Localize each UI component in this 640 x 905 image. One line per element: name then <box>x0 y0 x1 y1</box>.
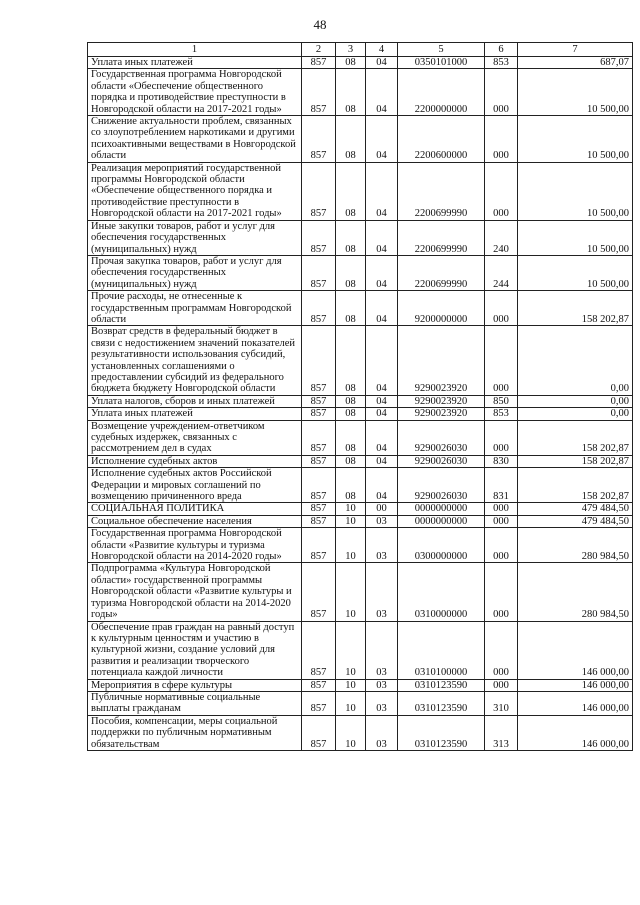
target-article-cell: 0300000000 <box>398 528 485 563</box>
expense-type-cell: 313 <box>485 715 518 750</box>
row-name-cell: Мероприятия в сфере культуры <box>88 679 302 691</box>
expense-type-cell: 000 <box>485 116 518 163</box>
row-name-cell: Прочие расходы, не отнесенные к государственным программам Новгородской области <box>88 291 302 326</box>
amount-cell: 0,00 <box>518 326 633 395</box>
subsection-code-cell: 04 <box>366 162 398 220</box>
table-row <box>88 408 633 420</box>
ministry-code-cell: 857 <box>302 162 336 220</box>
expense-type-cell: 000 <box>485 326 518 395</box>
subsection-code-cell: 00 <box>366 503 398 515</box>
target-article-cell: 0000000000 <box>398 503 485 515</box>
expense-type-cell: 831 <box>485 468 518 503</box>
subsection-code-cell: 04 <box>366 455 398 467</box>
section-code-cell: 08 <box>336 408 366 420</box>
section-code-cell: 08 <box>336 420 366 455</box>
ministry-code-cell: 857 <box>302 69 336 116</box>
amount-cell: 158 202,87 <box>518 420 633 455</box>
expense-type-cell: 000 <box>485 420 518 455</box>
ministry-code-cell: 857 <box>302 455 336 467</box>
row-name-cell: Возврат средств в федеральный бюджет в связи с недостижением значений показателей результативности использования субсидий, установленных соглашениями о предоставлении субсидий из федерального бюджета бюджету Новгородской области <box>88 326 302 395</box>
table-row <box>88 162 633 220</box>
target-article-cell: 0350101000 <box>398 57 485 69</box>
target-article-cell: 2200600000 <box>398 116 485 163</box>
table-row <box>88 468 633 503</box>
section-code-cell: 10 <box>336 679 366 691</box>
subsection-code-cell: 04 <box>366 69 398 116</box>
row-name-cell: Уплата иных платежей <box>88 408 302 420</box>
row-name-cell: Социальное обеспечение населения <box>88 515 302 527</box>
subsection-code-cell: 04 <box>366 326 398 395</box>
amount-cell: 146 000,00 <box>518 691 633 715</box>
row-name-cell: Возмещение учреждением-ответчиком судебных издержек, связанных с рассмотрением дел в судах <box>88 420 302 455</box>
target-article-cell: 2200699990 <box>398 220 485 255</box>
amount-cell: 0,00 <box>518 395 633 407</box>
ministry-code-cell: 857 <box>302 326 336 395</box>
ministry-code-cell: 857 <box>302 621 336 679</box>
subsection-code-cell: 03 <box>366 691 398 715</box>
section-code-cell: 08 <box>336 116 366 163</box>
subsection-code-cell: 03 <box>366 621 398 679</box>
ministry-code-cell: 857 <box>302 715 336 750</box>
ministry-code-cell: 857 <box>302 255 336 290</box>
table-row <box>88 715 633 750</box>
column-header: 3 <box>336 43 366 57</box>
row-name-cell: Иные закупки товаров, работ и услуг для обеспечения государственных (муниципальных) нужд <box>88 220 302 255</box>
section-code-cell: 08 <box>336 220 366 255</box>
target-article-cell: 0000000000 <box>398 515 485 527</box>
row-name-cell: Исполнение судебных актов Российской Федерации и мировых соглашений по возмещению причиненного вреда <box>88 468 302 503</box>
target-article-cell: 0310100000 <box>398 621 485 679</box>
table-row <box>88 326 633 395</box>
ministry-code-cell: 857 <box>302 503 336 515</box>
target-article-cell: 0310000000 <box>398 563 485 621</box>
expense-type-cell: 000 <box>485 679 518 691</box>
subsection-code-cell: 04 <box>366 255 398 290</box>
amount-cell: 10 500,00 <box>518 69 633 116</box>
target-article-cell: 2200699990 <box>398 255 485 290</box>
amount-cell: 10 500,00 <box>518 116 633 163</box>
row-name-cell: Обеспечение прав граждан на равный доступ к культурным ценностям и участию в культурной жизни, создание условий для развития и реализации творческого потенциала каждой личности <box>88 621 302 679</box>
amount-cell: 146 000,00 <box>518 621 633 679</box>
section-code-cell: 10 <box>336 715 366 750</box>
ministry-code-cell: 857 <box>302 679 336 691</box>
section-code-cell: 10 <box>336 528 366 563</box>
amount-cell: 10 500,00 <box>518 220 633 255</box>
subsection-code-cell: 04 <box>366 468 398 503</box>
subsection-code-cell: 04 <box>366 408 398 420</box>
section-code-cell: 10 <box>336 515 366 527</box>
amount-cell: 158 202,87 <box>518 291 633 326</box>
amount-cell: 158 202,87 <box>518 455 633 467</box>
budget-table <box>87 42 633 751</box>
amount-cell: 479 484,50 <box>518 515 633 527</box>
target-article-cell: 0310123590 <box>398 679 485 691</box>
amount-cell: 280 984,50 <box>518 528 633 563</box>
row-name-cell: Уплата налогов, сборов и иных платежей <box>88 395 302 407</box>
row-name-cell: Прочая закупка товаров, работ и услуг для обеспечения государственных (муниципальных) нужд <box>88 255 302 290</box>
subsection-code-cell: 03 <box>366 679 398 691</box>
row-name-cell: Реализация мероприятий государственной программы Новгородской области «Обеспечение общественного порядка и противодействие преступности в Новгородской области на 2017-2021 годы» <box>88 162 302 220</box>
table-row <box>88 455 633 467</box>
amount-cell: 146 000,00 <box>518 679 633 691</box>
ministry-code-cell: 857 <box>302 408 336 420</box>
table-row <box>88 621 633 679</box>
column-header: 4 <box>366 43 398 57</box>
amount-cell: 10 500,00 <box>518 255 633 290</box>
ministry-code-cell: 857 <box>302 515 336 527</box>
ministry-code-cell: 857 <box>302 57 336 69</box>
expense-type-cell: 310 <box>485 691 518 715</box>
amount-cell: 479 484,50 <box>518 503 633 515</box>
expense-type-cell: 830 <box>485 455 518 467</box>
ministry-code-cell: 857 <box>302 528 336 563</box>
expense-type-cell: 244 <box>485 255 518 290</box>
section-code-cell: 08 <box>336 455 366 467</box>
expense-type-cell: 000 <box>485 528 518 563</box>
ministry-code-cell: 857 <box>302 395 336 407</box>
expense-type-cell: 000 <box>485 563 518 621</box>
table-row <box>88 679 633 691</box>
subsection-code-cell: 04 <box>366 395 398 407</box>
table-row <box>88 69 633 116</box>
target-article-cell: 9200000000 <box>398 291 485 326</box>
table-row <box>88 515 633 527</box>
expense-type-cell: 000 <box>485 291 518 326</box>
amount-cell: 687,07 <box>518 57 633 69</box>
expense-type-cell: 853 <box>485 408 518 420</box>
row-name-cell: Публичные нормативные социальные выплаты гражданам <box>88 691 302 715</box>
subsection-code-cell: 03 <box>366 528 398 563</box>
section-code-cell: 08 <box>336 468 366 503</box>
target-article-cell: 9290026030 <box>398 420 485 455</box>
row-name-cell: Государственная программа Новгородской области «Обеспечение общественного порядка и противодействие преступности в Новгородской области на 2017-2021 годы» <box>88 69 302 116</box>
row-name-cell: Исполнение судебных актов <box>88 455 302 467</box>
amount-cell: 280 984,50 <box>518 563 633 621</box>
target-article-cell: 9290026030 <box>398 468 485 503</box>
expense-type-cell: 000 <box>485 162 518 220</box>
table-row <box>88 691 633 715</box>
target-article-cell: 9290023920 <box>398 395 485 407</box>
table-row <box>88 503 633 515</box>
row-name-cell: Снижение актуальности проблем, связанных со злоупотреблением наркотиками и другими психоактивными веществами в Новгородской области <box>88 116 302 163</box>
table-row <box>88 116 633 163</box>
ministry-code-cell: 857 <box>302 220 336 255</box>
ministry-code-cell: 857 <box>302 420 336 455</box>
subsection-code-cell: 04 <box>366 420 398 455</box>
target-article-cell: 9290023920 <box>398 408 485 420</box>
amount-cell: 0,00 <box>518 408 633 420</box>
column-header: 1 <box>88 43 302 57</box>
subsection-code-cell: 03 <box>366 515 398 527</box>
subsection-code-cell: 04 <box>366 291 398 326</box>
section-code-cell: 08 <box>336 69 366 116</box>
table-row <box>88 420 633 455</box>
target-article-cell: 9290026030 <box>398 455 485 467</box>
table-row <box>88 395 633 407</box>
table-row <box>88 220 633 255</box>
target-article-cell: 9290023920 <box>398 326 485 395</box>
row-name-cell: Подпрограмма «Культура Новгородской области» государственной программы Новгородской области «Развитие культуры и туризма Новгородской области на 2014-2020 годы» <box>88 563 302 621</box>
subsection-code-cell: 03 <box>366 563 398 621</box>
row-name-cell: Государственная программа Новгородской области «Развитие культуры и туризма Новгородской области на 2014-2020 годы» <box>88 528 302 563</box>
ministry-code-cell: 857 <box>302 116 336 163</box>
section-code-cell: 08 <box>336 395 366 407</box>
amount-cell: 158 202,87 <box>518 468 633 503</box>
section-code-cell: 10 <box>336 621 366 679</box>
subsection-code-cell: 04 <box>366 220 398 255</box>
section-code-cell: 08 <box>336 57 366 69</box>
expense-type-cell: 000 <box>485 69 518 116</box>
section-code-cell: 08 <box>336 326 366 395</box>
section-code-cell: 10 <box>336 563 366 621</box>
amount-cell: 10 500,00 <box>518 162 633 220</box>
ministry-code-cell: 857 <box>302 691 336 715</box>
ministry-code-cell: 857 <box>302 291 336 326</box>
expense-type-cell: 000 <box>485 503 518 515</box>
row-name-cell: СОЦИАЛЬНАЯ ПОЛИТИКА <box>88 503 302 515</box>
row-name-cell: Пособия, компенсации, меры социальной поддержки по публичным нормативным обязательствам <box>88 715 302 750</box>
section-code-cell: 08 <box>336 291 366 326</box>
amount-cell: 146 000,00 <box>518 715 633 750</box>
expense-type-cell: 000 <box>485 515 518 527</box>
section-code-cell: 08 <box>336 255 366 290</box>
subsection-code-cell: 03 <box>366 715 398 750</box>
ministry-code-cell: 857 <box>302 563 336 621</box>
target-article-cell: 2200000000 <box>398 69 485 116</box>
page-number: 48 <box>313 17 327 32</box>
subsection-code-cell: 04 <box>366 57 398 69</box>
table-header-row <box>88 43 633 57</box>
column-header: 5 <box>398 43 485 57</box>
column-header: 2 <box>302 43 336 57</box>
table-row <box>88 57 633 69</box>
table-row <box>88 291 633 326</box>
section-code-cell: 10 <box>336 691 366 715</box>
section-code-cell: 08 <box>336 162 366 220</box>
target-article-cell: 0310123590 <box>398 691 485 715</box>
expense-type-cell: 240 <box>485 220 518 255</box>
expense-type-cell: 850 <box>485 395 518 407</box>
subsection-code-cell: 04 <box>366 116 398 163</box>
row-name-cell: Уплата иных платежей <box>88 57 302 69</box>
expense-type-cell: 000 <box>485 621 518 679</box>
target-article-cell: 2200699990 <box>398 162 485 220</box>
ministry-code-cell: 857 <box>302 468 336 503</box>
column-header: 7 <box>518 43 633 57</box>
section-code-cell: 10 <box>336 503 366 515</box>
table-row <box>88 255 633 290</box>
table-row <box>88 528 633 563</box>
table-row <box>88 563 633 621</box>
target-article-cell: 0310123590 <box>398 715 485 750</box>
expense-type-cell: 853 <box>485 57 518 69</box>
column-header: 6 <box>485 43 518 57</box>
